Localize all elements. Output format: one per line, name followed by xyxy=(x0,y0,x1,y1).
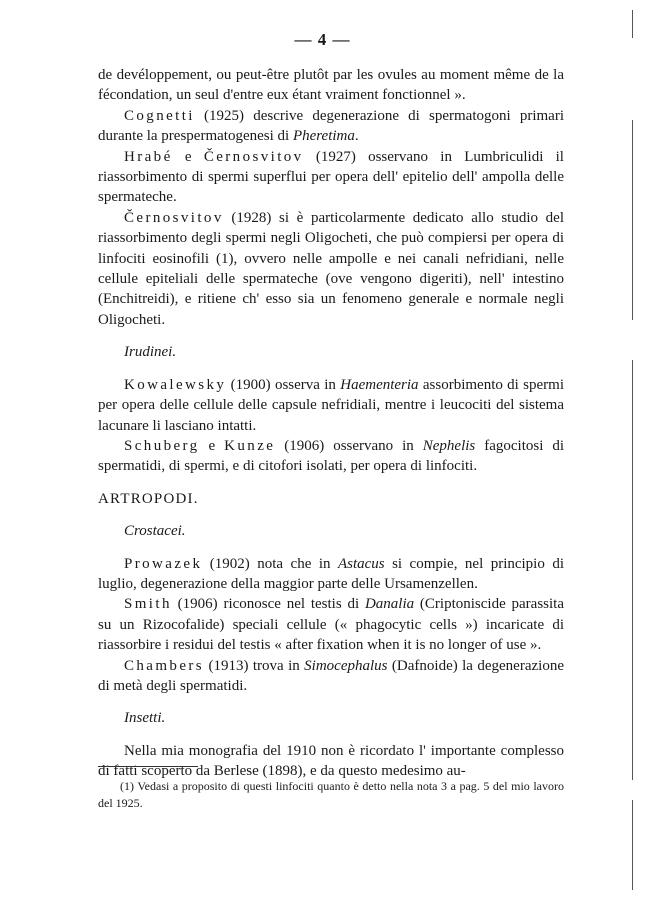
paragraph-text: (1906) osservano in xyxy=(275,437,423,454)
paragraph-text: (1913) trova in xyxy=(204,657,305,674)
author-connector: e xyxy=(199,437,225,454)
paragraph-text: fagocitosi di spermatidi, di spermi, e di citofori isolati, per opera di linfociti. xyxy=(98,437,564,475)
paragraph-text: si compie, nel principio di luglio, degenerazione della maggior parte delle Ursamenzellen. xyxy=(98,555,564,592)
paragraph-text: (1900) osserva in xyxy=(226,376,341,393)
paragraph-kowalewsky xyxy=(98,375,564,436)
paragraph-text: (Dafnoide) la degenerazione di metà degli spermatidi. xyxy=(98,657,564,694)
paragraph-cernosvitov xyxy=(98,208,564,330)
author-name: Chambers xyxy=(124,657,205,674)
footnote-rule xyxy=(98,766,198,767)
heading-irudinei: Irudinei. xyxy=(124,344,177,361)
page-edge-line xyxy=(632,360,633,780)
author-name: Kowalewsky xyxy=(124,376,227,393)
paragraph-text: (1906) riconosce nel testis di xyxy=(171,596,365,613)
author-name: Černosvitov xyxy=(124,209,224,226)
paragraph-text: . xyxy=(354,128,359,145)
author-name: Smith xyxy=(124,596,172,613)
taxon-name: Haementeria xyxy=(340,376,419,393)
author-name: Prowazek xyxy=(124,555,203,572)
taxon-name: Pheretima xyxy=(292,128,355,145)
paragraph-french-quote: de devéloppement, ou peut-être plutôt par les ovules au moment même de la fécondation, un seul d'entre eux étant vraiment fonctionnel ». xyxy=(98,67,564,104)
paragraph-prowazek xyxy=(98,554,564,595)
paragraph-schuberg-kunze xyxy=(98,436,564,477)
author-name: Schuberg xyxy=(124,437,200,454)
author-name: Kunze xyxy=(224,437,276,454)
taxon-name: Simocephalus xyxy=(304,657,388,674)
author-name: Hrabé xyxy=(124,148,173,165)
paragraph-text: (Criptoniscide parassita su un Rizocofalide) speciali cellule (« phagocytic cells ») incaricate di riassorbire i residui del testis « after fixation when it is no longer of use ». xyxy=(98,596,564,654)
heading-insetti: Insetti. xyxy=(124,710,166,727)
paragraph-text: (1927) osservano in Lumbriculidi il riassorbimento di spermi superflui per opera dell' epitelio dell' ampolla delle spermateche. xyxy=(98,148,564,206)
paragraph-text: assorbimento di spermi per opera delle cellule delle capsule nefridiali, mentre i leucociti del sistema lacunare li lasciano intatti. xyxy=(98,376,564,434)
page-edge-line xyxy=(632,10,633,38)
author-name: Černosvitov xyxy=(203,148,304,165)
page-edge-line xyxy=(632,120,633,320)
paragraph-text: (1902) nota che in xyxy=(202,555,338,572)
heading-artropodi: ARTROPODI. xyxy=(98,490,199,507)
author-name: Cognetti xyxy=(124,107,195,124)
paragraph-text: (1925) descrive degenerazione di spermatogoni primari durante la prespermatogenesi di xyxy=(98,107,564,145)
paragraph-cognetti xyxy=(98,106,564,147)
paragraph-monografia: Nella mia monografia del 1910 non è ricordato l' importante complesso di fatti scoperto da Berlese (1898), e da questo medesimo au- xyxy=(98,742,564,780)
page-edge-line xyxy=(632,800,633,890)
author-connector: e xyxy=(172,148,204,165)
taxon-name: Astacus xyxy=(337,555,385,572)
body-text xyxy=(98,65,564,782)
paragraph-text: (1928) si è particolarmente dedicato allo studio del riassorbimento degli spermi negli Oligocheti, che può compiersi per opera di linfociti eosinofili (1), ovvero nelle ampolle e nei canali nefridiani, nelle cellule epiteliali delle spermateche (ove vengono digeriti), nell' intestino (Enchitreidi), e ritiene ch' esso sia un fenomeno generale e normale negli Oligocheti. xyxy=(98,209,564,328)
page-number: — 4 — xyxy=(294,30,351,49)
taxon-name: Nephelis xyxy=(422,437,476,454)
taxon-name: Danalia xyxy=(364,596,415,613)
heading-crostacei: Crostacei. xyxy=(124,523,186,540)
paragraph-hrabe-cernosvitov xyxy=(98,147,564,208)
paragraph-smith xyxy=(98,594,564,655)
footnote-text: (1) Vedasi a proposito di questi linfociti quanto è detto nella nota 3 a pag. 5 del mio lavoro del 1925. xyxy=(98,779,564,810)
footnote xyxy=(98,778,564,812)
paragraph-chambers xyxy=(98,656,564,697)
